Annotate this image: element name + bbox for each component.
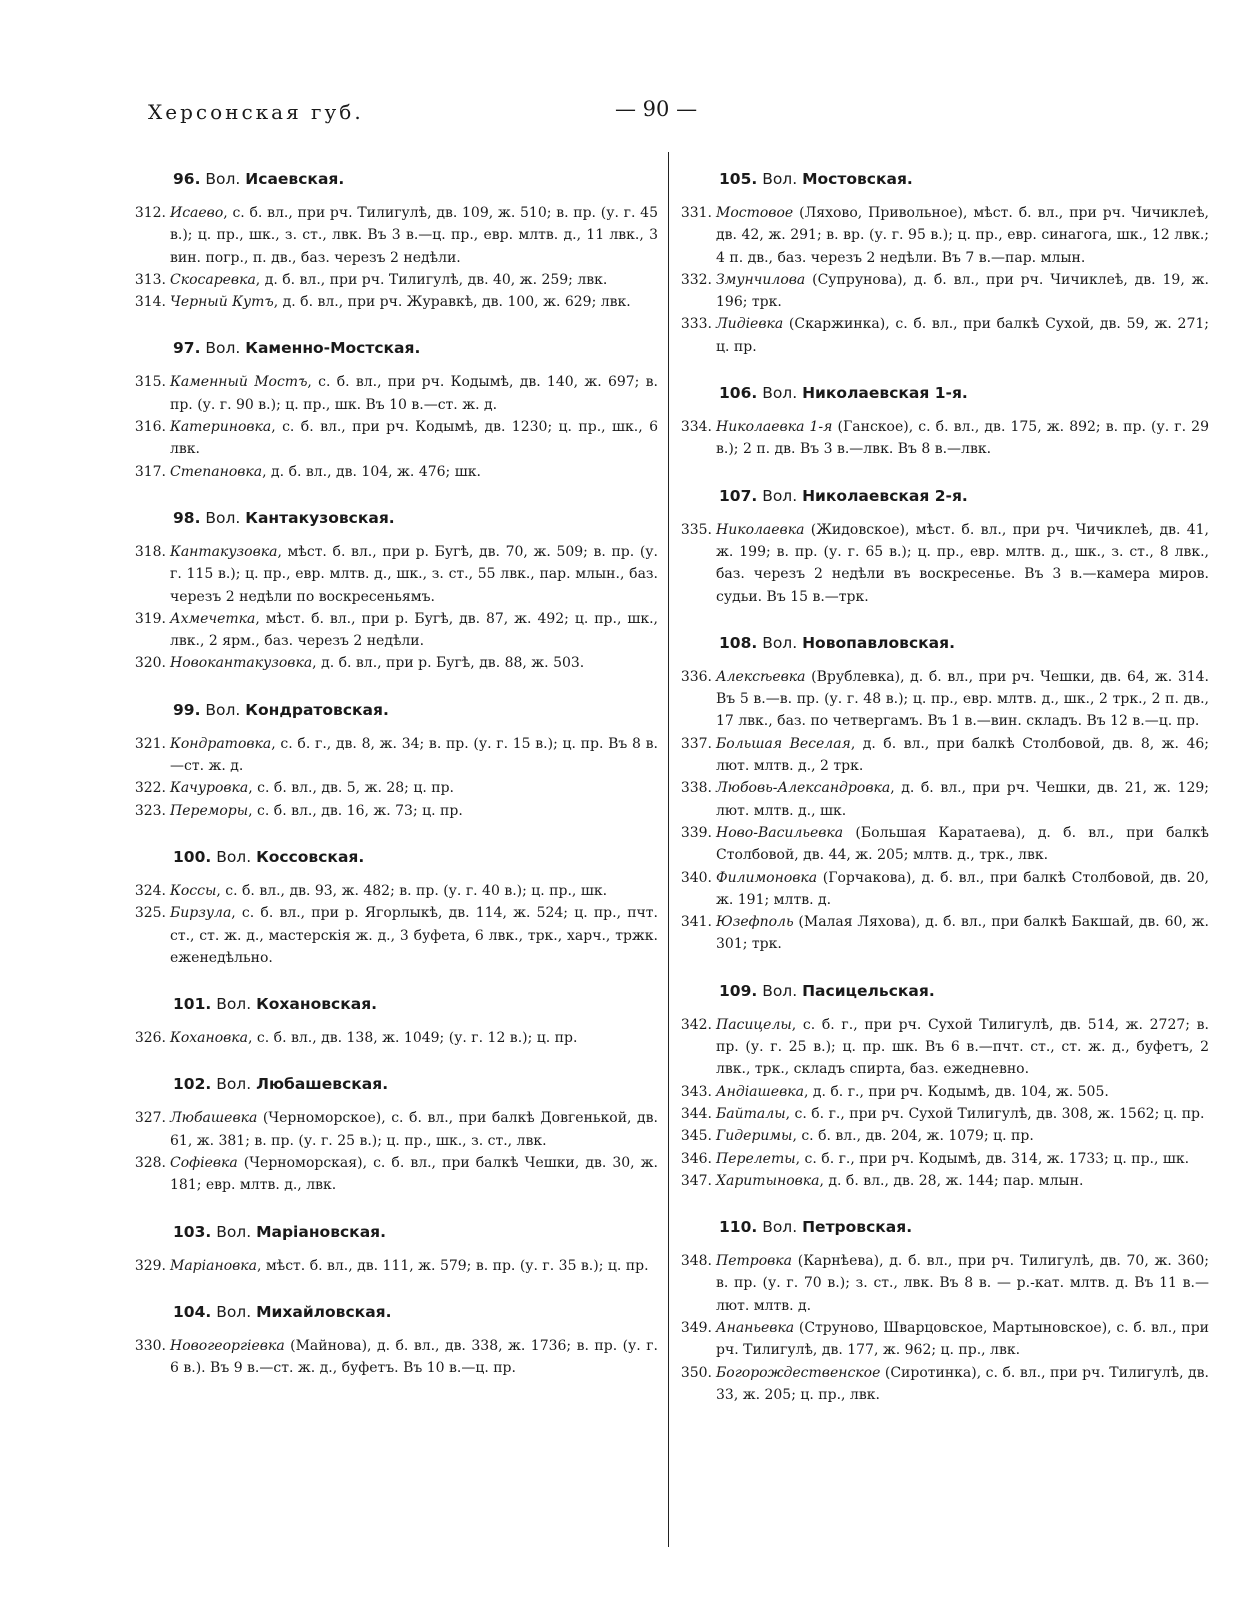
entry-number: 332.: [680, 271, 712, 288]
entry-details: , д. б. вл., дв. 104, ж. 476; шк.: [262, 463, 481, 480]
volost-number: 110.: [719, 1218, 758, 1237]
volost-number: 97.: [173, 339, 201, 358]
entry-details: , мѣст. б. вл., при р. Бугѣ, дв. 70, ж. 509; в. пр. (у. г. 115 в.); ц. пр., евр. млтв. д., шк., з. ст., 55 лвк., пар. млын., баз. черезъ 2 недѣли по воскресеньямъ.: [170, 543, 658, 605]
volost-number: 106.: [719, 384, 758, 403]
entry-details: (Ганское), с. б. вл., дв. 175, ж. 892; в. пр. (у. г. 29 в.); 2 п. дв. Въ 3 в.—лвк. Въ 8 в.—лвк.: [716, 419, 1209, 458]
entry-number: 328.: [134, 1155, 166, 1172]
village-name: Переморы: [170, 802, 249, 819]
settlement-entry: [680, 519, 1209, 608]
volost-label: Вол.: [762, 486, 798, 505]
volost-heading: [173, 701, 658, 719]
settlement-entry: [680, 1014, 1209, 1081]
entry-number: 338.: [680, 780, 712, 797]
settlement-entry: [680, 1362, 1209, 1407]
entry-number: 347.: [680, 1172, 712, 1189]
entry-number: 333.: [680, 316, 712, 333]
village-name: Софіевка: [170, 1155, 238, 1172]
entry-details: (Черноморская), с. б. вл., при балкѣ Чешки, дв. 30, ж. 181; евр. млтв. д., лвк.: [170, 1155, 658, 1194]
volost-name: Кантакузовская.: [245, 508, 395, 527]
volost-number: 96.: [173, 170, 201, 188]
village-name: Андіашевка: [716, 1083, 804, 1100]
entry-number: 323.: [134, 802, 166, 819]
settlement-entry: [680, 867, 1209, 912]
volost-name: Кохановская.: [256, 995, 378, 1014]
entry-number: 335.: [680, 521, 712, 538]
entry-details: , с. б. вл., дв. 204, ж. 1079; ц. пр.: [792, 1128, 1034, 1145]
village-name: Качуровка: [170, 780, 249, 797]
village-name: Ананьевка: [716, 1319, 795, 1336]
settlement-entry: [680, 1170, 1209, 1192]
volost-section: [680, 170, 1209, 358]
volost-heading: [173, 1075, 658, 1093]
entry-number: 315.: [134, 374, 166, 391]
entry-details: , с. б. вл., дв. 5, ж. 28; ц. пр.: [248, 780, 454, 797]
entry-number: 330.: [134, 1337, 166, 1354]
entry-details: , с. б. вл., при р. Ягорлыкѣ, дв. 114, ж. 524; ц. пр., пчт. ст., ст. ж. д., мастерскія ж. д., 3 буфета, 6 лвк., трк., харч., тржк. еженедѣльно.: [170, 905, 658, 966]
volost-section: [680, 384, 1209, 461]
entry-number: 346.: [680, 1150, 712, 1167]
volost-section: [134, 700, 658, 822]
settlement-entry: [134, 1255, 658, 1277]
entry-number: 349.: [680, 1319, 712, 1336]
volost-label: Вол.: [762, 170, 798, 188]
entry-details: , с. б. вл., при рч. Тилигулѣ, дв. 109, ж. 510; в. пр. (у. г. 45 в.); ц. пр., шк., з. ст., лвк. Въ 3 в.—ц. пр., евр. млтв. д., 11 лвк., 3 вин. погр., п. дв., баз. черезъ 2 недѣли.: [170, 205, 658, 266]
volost-section: [680, 633, 1210, 956]
village-name: Новогеоргіевка: [170, 1337, 285, 1354]
village-name: Николаевка: [716, 521, 805, 538]
settlement-entry: [680, 822, 1209, 867]
settlement-entry: [134, 461, 658, 483]
volost-name: Каменно-Мостская.: [245, 339, 421, 358]
entry-number: 339.: [680, 824, 712, 841]
volost-heading: [719, 982, 1209, 1000]
entry-details: , с. б. вл., при рч. Кодымѣ, дв. 140, ж. 697; в. пр. (у. г. 90 в.); ц. пр., шк. Въ 10 в.—ст. ж. д.: [170, 374, 658, 413]
village-name: Кондратовка: [170, 735, 272, 752]
entry-number: 314.: [134, 294, 166, 311]
entry-details: , д. б. вл., при рч. Чешки, дв. 21, ж. 129; лют. млтв. д., шк.: [716, 780, 1209, 819]
village-name: Кохановка: [170, 1030, 249, 1047]
volost-heading: [719, 170, 1209, 188]
entry-number: 312.: [134, 205, 166, 221]
entry-details: (Струново, Шварцовское, Мартыновское), с. б. вл., при рч. Тилигулѣ, дв. 177, ж. 962; ц. пр., лвк.: [716, 1319, 1209, 1359]
volost-heading: [173, 1223, 658, 1241]
settlement-entry: [134, 733, 658, 778]
village-name: Любашевка: [170, 1110, 258, 1127]
entry-details: , д. б. вл., при балкѣ Столбовой, дв. 8, ж. 46; лют. млтв. д., 2 трк.: [716, 735, 1210, 775]
settlement-entry: [134, 1152, 658, 1197]
right-column: [680, 170, 1210, 1432]
volost-label: Вол.: [762, 633, 798, 652]
village-name: Гидеримы: [716, 1128, 793, 1145]
village-name: Алексѣевка: [716, 668, 806, 685]
village-name: Исаево: [170, 205, 224, 221]
village-name: Богорождественское: [716, 1364, 881, 1381]
volost-name: Кондратовская.: [245, 700, 389, 719]
entry-details: , с. б. вл., дв. 138, ж. 1049; (у. г. 12 в.); ц. пр.: [248, 1030, 578, 1047]
entry-details: (Ляхово, Привольное), мѣст. б. вл., при рч. Чичиклеѣ, дв. 42, ж. 291; в. вр. (у. г. 95 в.); ц. пр., евр. синагога, шк., 12 лвк.; 4 п. дв., баз. черезъ 2 недѣли. Въ 7 в.—пар. млын.: [716, 205, 1209, 266]
volost-label: Вол.: [762, 981, 798, 1000]
entry-details: (Горчакова), д. б. вл., при балкѣ Столбовой, дв. 20, ж. 191; млтв. д.: [716, 869, 1209, 908]
entry-details: , д. б. вл., при рч. Журавкѣ, дв. 100, ж. 629; лвк.: [273, 294, 631, 311]
running-header-title: Херсонская губ.: [148, 100, 364, 124]
volost-section: [134, 1222, 658, 1277]
volost-number: 104.: [173, 1302, 212, 1321]
entry-details: , д. б. вл., при рч. Тилигулѣ, дв. 40, ж. 259; лвк.: [255, 271, 608, 288]
village-name: Петровка: [716, 1253, 793, 1270]
entry-number: 334.: [680, 419, 712, 436]
entry-details: (Врублевка), д. б. вл., при рч. Чешки, дв. 64, ж. 314. Въ 5 в.—в. пр. (у. г. 48 в.); ц. пр., евр. млтв. д., шк., 2 трк., 2 п. дв., 17 лвк., баз. по четвергамъ. Въ 1 в.—вин. складъ. Въ 12 в.—ц. пр.: [716, 668, 1209, 730]
entry-details: , с. б. г., дв. 8, ж. 34; в. пр. (у. г. 15 в.); ц. пр. Въ 8 в.—ст. ж. д.: [170, 735, 658, 775]
settlement-entry: [680, 416, 1209, 461]
volost-name: Исаевская.: [245, 170, 345, 188]
village-name: Николаевка 1-я: [716, 419, 833, 436]
village-name: Мостовое: [716, 205, 794, 221]
entry-number: 325.: [134, 905, 166, 922]
volost-number: 103.: [173, 1222, 212, 1241]
volost-name: Николаевская 2-я.: [802, 486, 968, 505]
entry-number: 322.: [134, 780, 166, 797]
entry-details: (Малая Ляхова), д. б. вл., при балкѣ Бакшай, дв. 60, ж. 301; трк.: [716, 914, 1209, 953]
volost-number: 109.: [719, 981, 758, 1000]
village-name: Кантакузовка: [170, 543, 278, 560]
entry-number: 324.: [134, 882, 166, 899]
settlement-entry: [134, 880, 658, 902]
village-name: Ново-Васильевка: [716, 824, 844, 841]
village-name: Черный Кутъ: [170, 294, 274, 311]
entry-number: 350.: [680, 1364, 712, 1381]
entry-details: , д. б. вл., при р. Бугѣ, дв. 88, ж. 503.: [312, 655, 585, 672]
entry-number: 344.: [680, 1105, 712, 1122]
entry-details: (Майнова), д. б. вл., дв. 338, ж. 1736; в. пр. (у. г. 6 в.). Въ 9 в.—ст. ж. д., буфетъ. Въ 10 в.—ц. пр.: [170, 1337, 658, 1377]
volost-number: 98.: [173, 508, 201, 527]
volost-name: Любашевская.: [256, 1075, 389, 1094]
volost-section: [134, 1075, 658, 1196]
settlement-entry: [134, 416, 658, 461]
entry-details: , мѣст. б. вл., при р. Бугѣ, дв. 87, ж. 492; ц. пр., шк., лвк., 2 ярм., баз. черезъ 2 недѣли.: [170, 610, 658, 650]
settlement-entry: [680, 666, 1209, 733]
settlement-entry: [134, 202, 658, 269]
village-name: Коссы: [170, 882, 217, 899]
column-divider: [668, 152, 669, 1547]
village-name: Змунчилова: [716, 271, 806, 288]
entry-number: 348.: [680, 1253, 712, 1270]
entry-number: 345.: [680, 1128, 712, 1145]
entry-number: 313.: [134, 271, 166, 288]
settlement-entry: [680, 1125, 1209, 1147]
volost-section: [680, 486, 1209, 608]
village-name: Маріановка: [170, 1257, 257, 1274]
village-name: Степановка: [170, 463, 263, 480]
volost-heading: [173, 170, 658, 188]
entry-details: (Карнѣева), д. б. вл., при рч. Тилигулѣ, дв. 70, ж. 360; в. пр. (у. г. 70 в.); з. ст., лвк. Въ 8 в. — р.-кат. млтв. д. Въ 11 в.—лют. млтв. д.: [716, 1253, 1209, 1314]
volost-label: Вол.: [216, 1075, 252, 1094]
volost-label: Вол.: [205, 339, 241, 358]
entry-details: (Сиротинка), с. б. вл., при рч. Тилигулѣ, дв. 33, ж. 205; ц. пр., лвк.: [716, 1364, 1209, 1403]
entry-number: 318.: [134, 543, 166, 560]
entry-number: 321.: [134, 735, 166, 752]
volost-name: Николаевская 1-я.: [802, 384, 968, 403]
entry-number: 331.: [680, 205, 712, 221]
volost-heading: [173, 995, 658, 1013]
village-name: Лидіевка: [716, 316, 784, 333]
village-name: Перелеты: [716, 1150, 796, 1167]
volost-number: 100.: [173, 847, 212, 866]
volost-section: [680, 1218, 1209, 1406]
volost-name: Пасицельская.: [802, 981, 935, 1000]
volost-name: Новопавловская.: [802, 633, 955, 652]
village-name: Пасицелы: [716, 1016, 792, 1033]
volost-section: [134, 995, 658, 1049]
village-name: Харитыновка: [716, 1172, 820, 1189]
settlement-entry: [680, 1250, 1209, 1317]
volost-number: 101.: [173, 995, 212, 1014]
entry-number: 341.: [680, 914, 712, 931]
volost-label: Вол.: [216, 995, 252, 1014]
settlement-entry: [134, 902, 658, 969]
village-name: Ахмечетка: [170, 610, 256, 627]
volost-heading: [719, 634, 1209, 652]
settlement-entry: [134, 777, 658, 799]
volost-label: Вол.: [205, 508, 241, 527]
entry-number: 340.: [680, 869, 712, 886]
volost-label: Вол.: [762, 1218, 798, 1237]
left-column: [134, 170, 658, 1406]
volost-heading: [173, 339, 658, 357]
settlement-entry: [134, 652, 658, 674]
entry-number: 319.: [134, 610, 166, 627]
settlement-entry: [680, 202, 1209, 269]
settlement-entry: [134, 291, 658, 313]
settlement-entry: [680, 1103, 1209, 1125]
volost-heading: [719, 384, 1209, 402]
volost-name: Маріановская.: [256, 1222, 387, 1241]
entry-details: (Черноморское), с. б. вл., при балкѣ Довгенькой, дв. 61, ж. 381; в. пр. (у. г. 25 в.); ц. пр., шк., з. ст., лвк.: [170, 1110, 658, 1149]
volost-heading: [719, 1218, 1209, 1236]
volost-section: [134, 170, 658, 313]
volost-section: [680, 981, 1209, 1192]
settlement-entry: [134, 1027, 658, 1049]
page-number: — 90 —: [615, 97, 698, 121]
entry-details: (Жидовское), мѣст. б. вл., при рч. Чичиклеѣ, дв. 41, ж. 199; в. пр. (у. г. 65 в.); ц. пр., евр. млтв. д., шк., з. ст., 8 лвк., баз. черезъ 2 недѣли въ воскресенье. Въ 3 в.—камера миров. судьи. Въ 15 в.—трк.: [716, 521, 1209, 605]
volost-number: 102.: [173, 1075, 212, 1094]
village-name: Любовь-Александровка: [716, 780, 891, 797]
volost-heading: [173, 848, 658, 866]
settlement-entry: [680, 911, 1209, 956]
entry-number: 336.: [680, 668, 712, 685]
village-name: Юзефполь: [716, 914, 794, 931]
entry-details: (Супрунова), д. б. вл., при рч. Чичиклеѣ, дв. 19, ж. 196; трк.: [716, 271, 1209, 311]
volost-label: Вол.: [205, 700, 241, 719]
settlement-entry: [134, 541, 658, 608]
volost-heading: [719, 487, 1209, 505]
entry-number: 329.: [134, 1257, 166, 1274]
settlement-entry: [680, 1317, 1209, 1362]
entry-number: 316.: [134, 419, 166, 436]
volost-name: Коссовская.: [256, 847, 365, 866]
volost-number: 99.: [173, 700, 201, 719]
volost-number: 105.: [719, 170, 758, 188]
entry-number: 320.: [134, 655, 166, 672]
volost-number: 107.: [719, 486, 758, 505]
settlement-entry: [134, 269, 658, 291]
settlement-entry: [134, 1107, 658, 1152]
volost-section: [134, 339, 658, 482]
volost-label: Вол.: [762, 384, 798, 403]
entry-details: , д. б. г., при рч. Кодымѣ, дв. 104, ж. 505.: [803, 1083, 1109, 1100]
entry-number: 327.: [134, 1110, 166, 1127]
settlement-entry: [680, 777, 1209, 822]
volost-name: Михайловская.: [256, 1302, 392, 1321]
volost-section: [134, 508, 658, 675]
volost-name: Петровская.: [802, 1218, 913, 1237]
village-name: Каменный Мостъ: [170, 374, 308, 391]
settlement-entry: [134, 1335, 658, 1380]
entry-number: 326.: [134, 1030, 166, 1047]
volost-label: Вол.: [216, 1302, 252, 1321]
volost-number: 108.: [719, 633, 758, 652]
volost-heading: [173, 1303, 658, 1321]
settlement-entry: [680, 1148, 1209, 1170]
entry-number: 343.: [680, 1083, 712, 1100]
village-name: Большая Веселая: [716, 735, 851, 752]
entry-details: , с. б. вл., дв. 93, ж. 482; в. пр. (у. г. 40 в.); ц. пр., шк.: [216, 882, 608, 899]
settlement-entry: [680, 1081, 1209, 1103]
settlement-entry: [680, 733, 1210, 778]
village-name: Катериновка: [170, 419, 272, 436]
entry-details: , с. б. вл., при рч. Кодымѣ, дв. 1230; ц. пр., шк., 6 лвк.: [170, 419, 658, 458]
entry-details: , мѣст. б. вл., дв. 111, ж. 579; в. пр. (у. г. 35 в.); ц. пр.: [256, 1257, 649, 1274]
entry-details: , д. б. вл., дв. 28, ж. 144; пар. млын.: [819, 1172, 1084, 1189]
village-name: Скосаревка: [170, 271, 256, 288]
village-name: Филимоновка: [716, 869, 818, 886]
entry-details: , с. б. г., при рч. Кодымѣ, дв. 314, ж. 1733; ц. пр., шк.: [795, 1150, 1190, 1167]
settlement-entry: [134, 371, 658, 416]
volost-label: Вол.: [216, 847, 252, 866]
settlement-entry: [680, 269, 1209, 314]
volost-section: [134, 847, 658, 969]
volost-label: Вол.: [205, 170, 241, 188]
village-name: Бирзула: [170, 905, 232, 922]
village-name: Новокантакузовка: [170, 655, 313, 672]
entry-details: , с. б. вл., дв. 16, ж. 73; ц. пр.: [248, 802, 463, 819]
settlement-entry: [680, 313, 1209, 358]
entry-details: , с. б. г., при рч. Сухой Тилигулѣ, дв. 308, ж. 1562; ц. пр.: [785, 1105, 1205, 1122]
entry-number: 337.: [680, 735, 712, 752]
volost-name: Мостовская.: [802, 170, 913, 188]
entry-details: (Скаржинка), с. б. вл., при балкѣ Сухой, дв. 59, ж. 271; ц. пр.: [716, 316, 1209, 355]
entry-details: , с. б. г., при рч. Сухой Тилигулѣ, дв. 514, ж. 2727; в. пр. (у. г. 25 в.); ц. пр. шк. Въ 6 в.—пчт. ст., ст. ж. д., буфетъ, 2 лвк., трк., складъ спирта, баз. ежедневно.: [716, 1016, 1209, 1078]
entry-details: (Большая Каратаева), д. б. вл., при балкѣ Столбовой, дв. 44, ж. 205; млтв. д., трк., лвк.: [716, 824, 1209, 864]
entry-number: 317.: [134, 463, 166, 480]
volost-section: [134, 1302, 658, 1380]
village-name: Байталы: [716, 1105, 786, 1122]
settlement-entry: [134, 608, 658, 653]
entry-number: 342.: [680, 1016, 712, 1033]
volost-label: Вол.: [216, 1222, 252, 1241]
volost-heading: [173, 509, 658, 527]
settlement-entry: [134, 800, 658, 822]
